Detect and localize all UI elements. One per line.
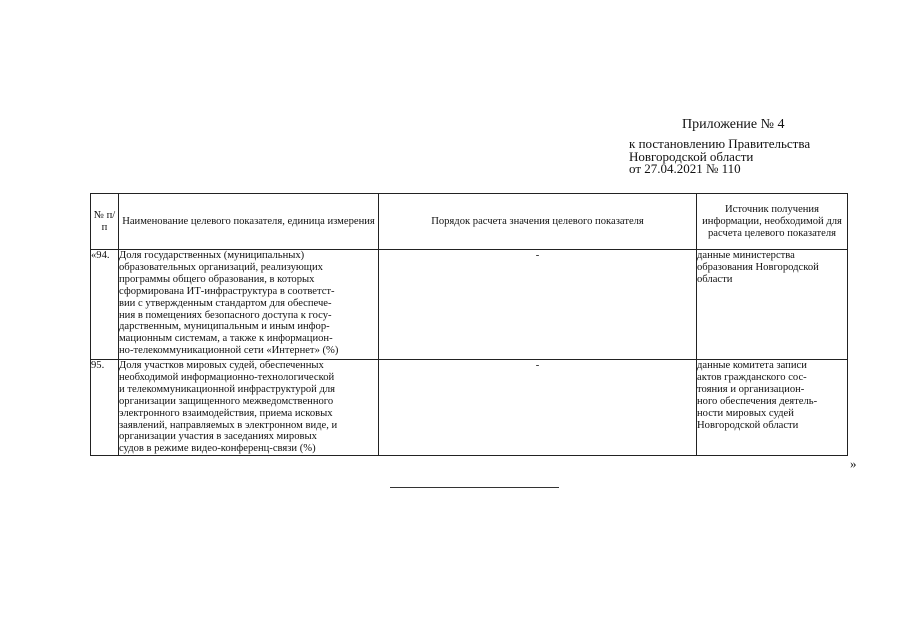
indicator-name-line: необходимой информационно-технологической: [119, 371, 335, 383]
indicator-name: [119, 360, 379, 456]
indicators-table: [90, 193, 848, 456]
header-calc: Порядок расчета значения целевого показателя: [379, 194, 697, 250]
information-source-line: образования Новгородской: [697, 261, 819, 273]
indicator-name-line: программы общего образования, в которых: [119, 273, 315, 285]
indicator-name-line: Доля участков мировых судей, обеспеченных: [119, 360, 324, 371]
information-source-line: данные комитета записи: [697, 360, 807, 371]
appendix-reference-line: к постановлению Правительства: [629, 136, 811, 151]
row-number: «94.: [91, 250, 119, 360]
information-source-line: ности мировых судей: [697, 407, 794, 419]
calculation-method: -: [379, 360, 697, 456]
calculation-method: -: [379, 250, 697, 360]
indicator-name-line: и телекоммуникационной инфраструктурой для: [119, 383, 336, 395]
information-source: [697, 250, 848, 360]
indicator-name-line: ния в помещениях безопасного доступа к госу-: [119, 309, 332, 321]
information-source-line: ного обеспечения деятель-: [697, 395, 818, 407]
information-source-line: тояния и организацион-: [697, 383, 805, 395]
indicator-name: [119, 250, 379, 360]
header-name: Наименование целевого показателя, единица измерения: [119, 194, 379, 250]
indicator-name-line: мационным системам, а также к информацион-: [119, 333, 333, 345]
information-source-line: данные министерства: [697, 250, 795, 261]
indicator-name-line: дарственным, муниципальным и иным инфор-: [119, 321, 330, 333]
indicator-name-line: образовательных организаций, реализующих: [119, 261, 323, 273]
table-header-row: [91, 194, 848, 250]
indicator-name-line: электронного взаимодействия, приема исковых: [119, 407, 333, 419]
row-number: 95.: [91, 360, 119, 456]
separator-line: [390, 487, 559, 488]
appendix-reference-line: от 27.04.2021 № 110: [629, 161, 741, 176]
indicator-name-line: сформирована ИТ-инфраструктура в соответст-: [119, 285, 335, 297]
indicator-name-line: заявлений, направляемых в электронном виде, и: [119, 419, 338, 431]
indicator-name-line: Доля государственных (муниципальных): [119, 250, 305, 261]
indicator-name-line: организации участия в заседаниях мировых: [119, 431, 317, 443]
indicator-name-line: вии с утвержденным стандартом для обеспече-: [119, 297, 332, 309]
appendix-reference-line: Новгородской области: [629, 148, 754, 164]
indicator-name-line: но-телекоммуникационной сети «Интернет» (%): [119, 345, 339, 357]
appendix-reference: [629, 138, 810, 176]
closing-quote: »: [850, 456, 857, 471]
header-num: № п/п: [91, 194, 119, 250]
table-row: [91, 250, 848, 360]
appendix-title: Приложение № 4: [682, 117, 785, 132]
header-source: Источник получения информации, необходимой для расчета целевого показателя: [697, 194, 848, 250]
information-source-line: актов гражданского сос-: [697, 371, 807, 383]
information-source-line: Новгородской области: [697, 419, 799, 431]
information-source-line: области: [697, 273, 733, 285]
indicator-name-line: организации защищенного межведомственного: [119, 395, 334, 407]
indicator-name-line: судов в режиме видео-конференц-связи (%): [119, 443, 316, 455]
information-source: [697, 360, 848, 456]
table-row: [91, 360, 848, 456]
